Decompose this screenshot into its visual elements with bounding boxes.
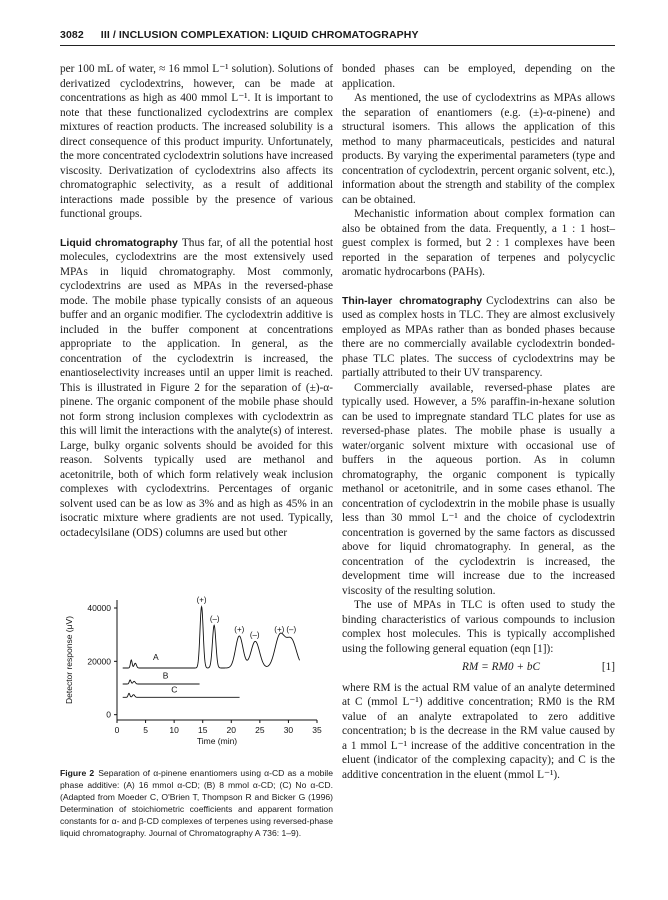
right-para-3: Mechanistic information about complex formation can also be obtained from the data. Frequently, a 1 : 1 host–guest complex is formed, but 2 : 1 complexes have been reported in the separation of terpenes and polycyclic aromatic hydrocarbons (PAHs).: [342, 208, 615, 278]
header-rule: [60, 45, 615, 46]
right-column: [342, 62, 615, 782]
trace-label-C: C: [171, 684, 178, 695]
x-tick-label: 5: [143, 725, 148, 735]
running-header: [60, 29, 419, 41]
trace-C: [123, 693, 240, 697]
peak-annotation: (+): [234, 625, 245, 634]
x-axis-label: Time (min): [196, 736, 238, 746]
trace-label-B: B: [162, 670, 169, 681]
right-para-1: bonded phases can be employed, depending on the application.: [342, 63, 615, 90]
right-para-7: where RM is the actual RM value of an analyte determined at C (mmol L⁻¹) additive concentration; RM0 is the RM value of an analyte extrapolated to zero additive concentration; b is the decrease in the RM value caused by a 1 mmol L⁻¹ increase of the additive concentration in the eluent (indicator of the complexing capacity); and C is the additive concentration in the eluent (mmol L⁻¹).: [342, 681, 615, 781]
y-axis-label: Detector response (μV): [64, 615, 74, 705]
trace-label-A: A: [153, 652, 159, 662]
right-para-4: [342, 294, 615, 381]
peak-annotation: (–): [209, 614, 220, 624]
left-para-2-text: Thus far, of all the potential host molecules, cyclodextrins are the most extensively used MPAs in liquid chromatography. Most commonly, cyclodextrins are used as MPAs in the reversed-phase mode. The mobile phase typically consists of an aqueous buffer and an organic modifier. The cyclodextrin additive is included in the buffer component at concentrations appropriate to the application. In general, as the concentration of the cyclodextrin is increased, the enantioselectivity increases until an upper limit is reached. This is illustrated in Figure 2 for the separation of (±)-α-pinene. The organic component of the mobile phase should not form strong inclusion complexes with cyclodextrin as this will limit the interactions with the analyte(s) of interest. Large, bulky organic solvents should be avoided for this reason. Solvents typically used are methanol and acetonitrile, both of which form relatively weak inclusion complexes with cyclodextrins. Percentages of organic solvent used can be as low as 3% and as high as 45% in an isocratic mixture where gradients are not used. Typically, octadecylsilane (ODS) columns are used but other: [60, 236, 333, 539]
y-tick-label: 40000: [87, 603, 111, 613]
right-para-5: Commercially available, reversed-phase plates are typically used. However, a 5% paraffin-in-hexane solution can be used to impregnate standard TLC plates for use as reversed-phase plates. The mobile phase is usually a water/organic solvent mixture with occasional use of buffers in the aqueous portion. As in column chromatography, the organic component is typically methanol or acetonitrile, and in some cases ethanol. The concentration of cyclodextrin in the mobile phase is usually less than 30 mmol L⁻¹ and the choice of cyclodextrin concentration is governed by the same factors as discussed above for liquid chromatography. In general, as the concentration of the cyclodextrin is increased, the development time will increase due to the increased viscosity of the resulting solution.: [342, 381, 615, 597]
x-tick-label: 35: [312, 725, 322, 735]
y-tick-label: 0: [106, 709, 111, 720]
peak-annotation: (+): [274, 625, 285, 634]
figure-caption: [60, 767, 333, 839]
section-heading-liquid-chromatography: Liquid chromatography: [60, 236, 178, 249]
figure-2: [60, 592, 338, 767]
caption-text: Separation of α-pinene enantiomers using α-CD as a mobile phase additive: (A) 16 mmol α-CD; (B) 8 mmol α-CD; (C) No α-CD. (Adapted from Moeder C, O'Brien T, Thompson R and Bicker G (1996) Determination of stoichiometric coefficients and apparent formation constants for α- and β-CD complexes of terpenes using reversed-phase liquid chromatography. Journal of Chromatography A 736: 1–9).: [60, 768, 333, 838]
y-tick-label: 20000: [87, 656, 111, 667]
peak-annotation: (–): [286, 625, 297, 634]
x-tick-label: 20: [226, 725, 237, 735]
right-para-6: The use of MPAs in TLC is often used to study the binding characteristics of various compounds to inclusion complex host molecules. This is typically accomplished using the following general equation (eqn [1]):: [342, 599, 615, 655]
page-number: 3082: [60, 29, 84, 41]
left-para-2: [60, 236, 333, 541]
equation-number: [1]: [601, 661, 615, 673]
x-tick-label: 25: [255, 725, 265, 735]
right-para-2: As mentioned, the use of cyclodextrins as MPAs allows the separation of enantiomers (e.g. (±)-α-pinene) and structural isomers. This allows the application of this method to many pharmaceuticals, pesticides and natural products. By varying the experimental parameters (type and concentration of cyclodextrin, percent organic solvent, etc.), information about the strength and stability of the complex can be obtained.: [342, 92, 615, 206]
trace-B: [123, 680, 200, 684]
caption-label: Figure 2: [60, 768, 95, 778]
equation-1: [342, 660, 615, 675]
x-tick-label: 10: [169, 725, 179, 735]
left-column: [60, 62, 333, 540]
peak-annotation: (–): [249, 630, 260, 640]
left-para-1: per 100 mL of water, ≈ 16 mmol L⁻¹ solution). Solutions of derivatized cyclodextrins, however, can be made at concentrations as high as 400 mmol L⁻¹. It is important to note that these functionalized cyclodextrins are complex mixtures of reaction products. The increased solubility is a direct consequence of this product impurity. Unfortunately, the more concentrated cyclodextrin solutions have increased viscosity. Derivatization of cyclodextrins also affects its chromatographic selectivity, as a result of additional interactions made possible by the presence of various functional groups.: [60, 63, 333, 220]
right-para-4-text: Cyclodextrins can also be used as complex hosts in TLC. They are almost exclusively employed as MPAs rather than as bonded phases because there are no commercially available cyclodextrin bonded-phase TLC plates. The success of cyclodextrins may be partially attributed to their UV transparency.: [342, 294, 615, 379]
x-tick-label: 15: [197, 725, 208, 735]
chromatogram-chart: [60, 592, 338, 767]
x-tick-label: 30: [283, 725, 294, 735]
running-title: III / INCLUSION COMPLEXATION: LIQUID CHROMATOGRAPHY: [100, 29, 419, 41]
peak-annotation: (+): [196, 595, 207, 605]
section-heading-tlc: Thin-layer chromatography: [342, 294, 483, 307]
x-tick-label: 0: [114, 725, 120, 735]
equation-body: RM = RM0 + bC: [462, 661, 540, 673]
